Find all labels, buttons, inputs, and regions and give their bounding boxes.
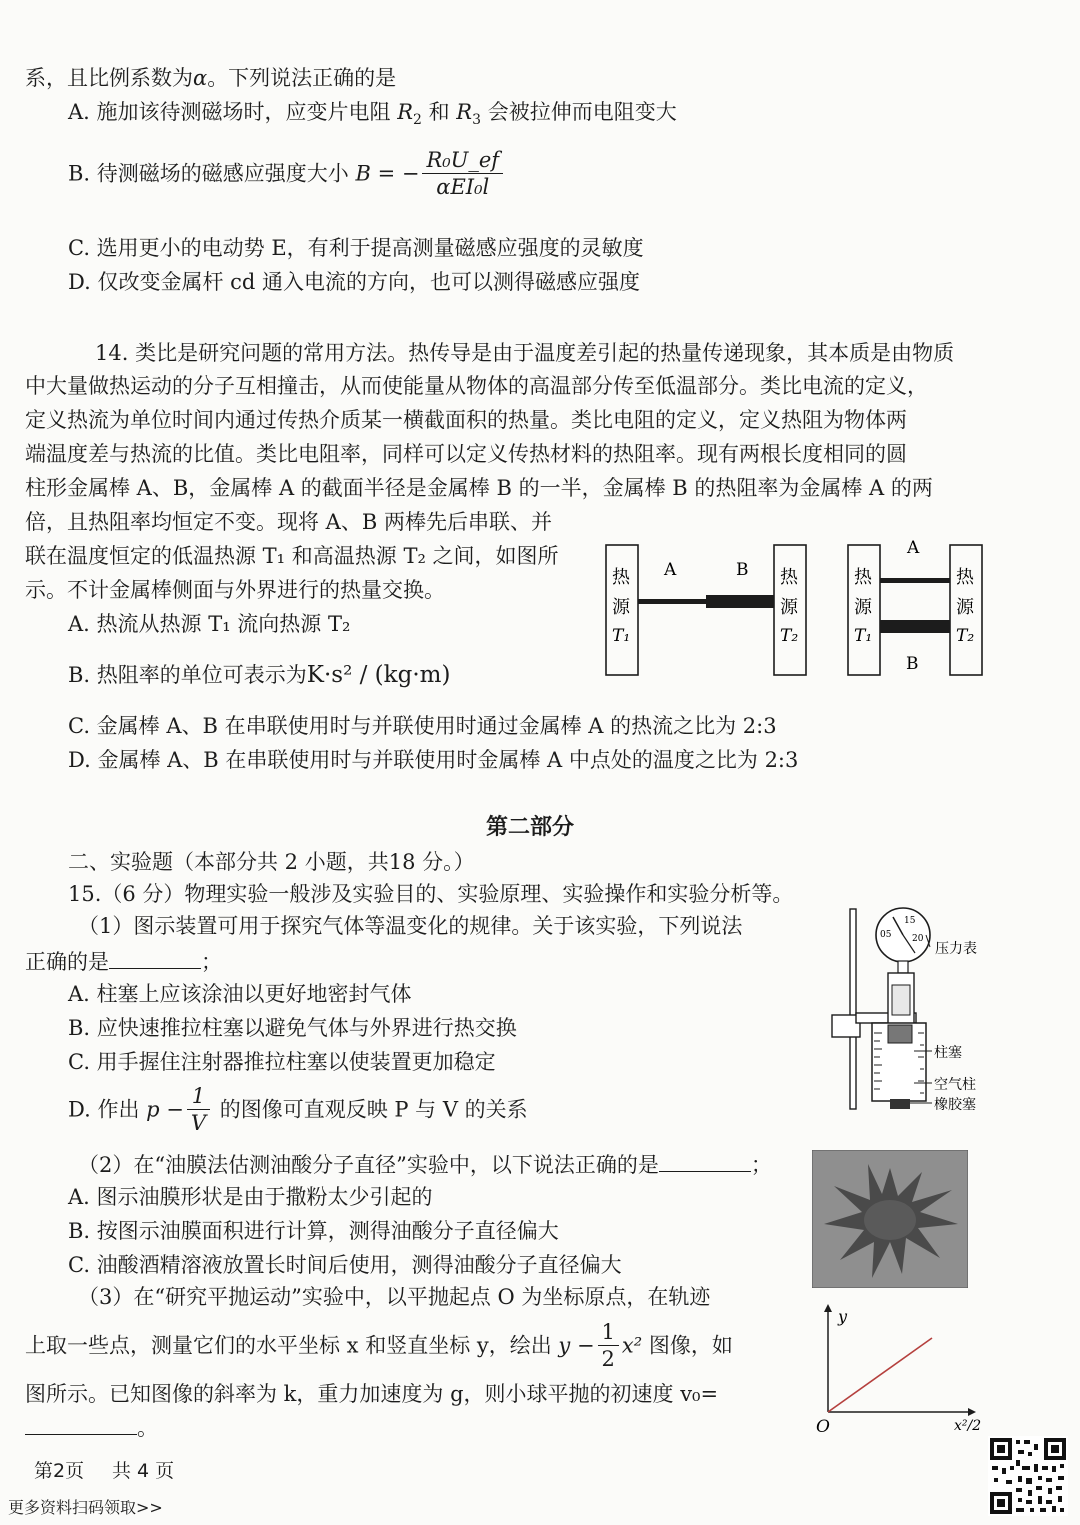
q15-1-line-2-end: ； (201, 950, 222, 974)
gauge-mark-15: 15 (904, 916, 916, 926)
q13-stem-text: 系，且比例系数为 (25, 66, 193, 90)
b-equation-lhs: B = − (355, 161, 420, 186)
oil-film-photo (812, 1150, 968, 1288)
q15-2-option-a: A. 图示油膜形状是由于撒粉太少引起的 (68, 1185, 433, 1209)
q15-1-d-pre: D. 作出 (68, 1097, 147, 1122)
alpha-symbol: α (193, 66, 208, 90)
q15-1-option-c: C. 用手握住注射器推拉柱塞以使装置更加稳定 (68, 1050, 496, 1074)
page-total: 共 4 页 (112, 1460, 175, 1482)
q13-stem-end: 。下列说法正确的是 (207, 66, 397, 90)
b-fraction-numerator: R₀U_ef (422, 150, 503, 174)
parallel-t1-label: T₁ (854, 626, 873, 646)
parallel-t1-char1: 热 (854, 567, 872, 588)
qr-code-icon[interactable] (988, 1436, 1068, 1516)
q13-a-mid: 和 (421, 100, 457, 124)
parallel-t2-char1: 热 (956, 567, 974, 588)
series-label-b: B (736, 560, 749, 580)
q14-option-c: C. 金属棒 A、B 在串联使用时与并联使用时通过金属棒 A 的热流之比为 2:3 (68, 714, 777, 738)
b-fraction (422, 150, 503, 198)
stopper-label: 橡胶塞 (934, 1097, 976, 1113)
series-rod-a (638, 599, 706, 604)
q14-b-text: B. 热阻率的单位可表示为 (68, 663, 307, 687)
q14-line-4: 端温度差与热流的比值。类比电阻率，同样可以定义传热材料的热阻率。现有两根长度相同的圆 (25, 442, 907, 466)
origin-label: O (816, 1417, 830, 1434)
gauge-mark-20: 20 (912, 934, 924, 944)
rubber-stopper (890, 1099, 910, 1109)
series-t2-label: T₂ (780, 626, 799, 646)
q13-option-c: C. 选用更小的电动势 E，有利于提高测量磁感应强度的灵敏度 (68, 236, 644, 260)
q15-3-line-2-pre: 上取一些点，测量它们的水平坐标 x 和竖直坐标 y，绘出 (25, 1333, 559, 1358)
q15-1-d-p: p − (146, 1097, 184, 1122)
q14-heat-source-diagram (600, 535, 990, 680)
r2-sub: 2 (413, 112, 422, 129)
b-fraction-denominator: αEI₀l (436, 175, 490, 199)
q13-option-b (68, 150, 506, 198)
parallel-label-b: B (906, 654, 919, 674)
q14-option-d: D. 金属棒 A、B 在串联使用时与并联使用时金属棒 A 中点处的温度之比为 2:3 (68, 748, 799, 772)
q13-a-text: A. 施加该待测磁场时，应变片电阻 (68, 100, 398, 124)
page-number: 第2页 (34, 1460, 85, 1482)
q14-line-2: 中大量做热运动的分子互相撞击，从而使能量从物体的高温部分传至低温部分。类比电流的定义， (25, 374, 928, 398)
q15-stem: 15.（6 分）物理实验一般涉及实验目的、实验原理、实验操作和实验分析等。 (68, 882, 794, 906)
q15-3-answer-blank[interactable] (25, 1416, 137, 1435)
series-t1-char1: 热 (612, 567, 630, 588)
q15-1-line-1: （1）图示装置可用于探究气体等温变化的规律。关于该实验，下列说法 (78, 914, 743, 938)
q15-3-half-numerator: 1 (598, 1322, 619, 1346)
q14-line-8: 示。不计金属棒侧面与外界进行的热量交换。 (25, 578, 445, 602)
parallel-rod-b (880, 620, 950, 633)
series-t1-label: T₁ (612, 626, 631, 646)
q15-1-option-b: B. 应快速推拉柱塞以避免气体与外界进行热交换 (68, 1016, 517, 1040)
r3-sub: 3 (472, 112, 482, 129)
q14-line-5: 柱形金属棒 A、B，金属棒 A 的截面半径是金属棒 B 的一半，金属棒 B 的热阻率为金属棒 A 的两 (25, 476, 933, 500)
q15-1-d-numerator: 1 (187, 1086, 210, 1110)
more-materials-link[interactable]: 更多资料扫码领取>> (8, 1498, 163, 1517)
parallel-t2-label: T₂ (956, 626, 975, 646)
q15-1-option-d (68, 1086, 528, 1134)
q15-3-half-denominator: 2 (601, 1347, 615, 1371)
parallel-t1-char2: 源 (854, 597, 872, 618)
q14-line-6: 倍，且热阻率均恒定不变。现将 A、B 两棒先后串联、并 (25, 510, 552, 534)
r2-symbol: R (397, 100, 414, 124)
gauge-label: 压力表 (935, 941, 977, 957)
gauge-mark-05: 05 (880, 930, 892, 940)
q15-3-x-squared: x² (621, 1333, 643, 1358)
q13-option-d: D. 仅改变金属杆 cd 通入电流的方向，也可以测得磁感应强度 (68, 270, 640, 294)
series-t2-char2: 源 (780, 597, 798, 618)
q15-2-line-1-text: （2）在“油膜法估测油酸分子直径”实验中，以下说法正确的是 (78, 1153, 659, 1177)
q15-2-line-1-end: ； (750, 1153, 772, 1177)
part2-heading: 第二部分 (486, 815, 575, 840)
x-axis-label: x²/2 (954, 1418, 982, 1434)
plunger-label: 柱塞 (934, 1045, 962, 1061)
q14-option-b (68, 664, 450, 687)
r3-symbol: R (456, 100, 473, 124)
q15-2-option-b: B. 按图示油膜面积进行计算，测得油酸分子直径偏大 (68, 1219, 559, 1243)
y-axis-label: y (838, 1307, 848, 1326)
q15-3-line-4 (25, 1416, 158, 1439)
air-column-label: 空气柱 (934, 1077, 976, 1093)
q15-1-d-fraction (187, 1086, 210, 1134)
series-t1-char2: 源 (612, 597, 630, 618)
series-rod-b (706, 595, 774, 608)
parallel-t2-char2: 源 (956, 597, 974, 618)
q14-line-1: 14. 类比是研究问题的常用方法。热传导是由于温度差引起的热量传递现象，其本质是由物质 (95, 341, 955, 365)
q13-b-text: B. 待测磁场的磁感应强度大小 (68, 161, 356, 186)
parallel-label-a: A (907, 538, 920, 558)
q15-1-line-2-text: 正确的是 (25, 950, 109, 974)
gas-syringe-apparatus (828, 905, 998, 1120)
q15-2-option-c: C. 油酸酒精溶液放置长时间后使用，测得油酸分子直径偏大 (68, 1253, 622, 1277)
parallel-rod-a (880, 578, 950, 583)
q15-1-answer-blank[interactable] (109, 950, 201, 969)
q15-3-half-fraction (598, 1322, 619, 1370)
part2-section-title: 二、实验题（本部分共 2 小题，共18 分。） (68, 850, 475, 874)
heat-resistivity-unit: K·s² / (kg·m) (306, 662, 451, 688)
q14-option-a: A. 热流从热源 T₁ 流向热源 T₂ (68, 612, 351, 636)
q15-2-line-1 (78, 1153, 772, 1176)
q15-3-y-expression: y − (558, 1333, 595, 1358)
q15-1-line-2 (25, 950, 222, 973)
q14-line-3: 定义热流为单位时间内通过传热介质某一横截面积的热量。类比电阻的定义，定义热阻为物体两 (25, 408, 907, 432)
q15-3-line-2 (25, 1322, 733, 1370)
graph-line (828, 1338, 932, 1412)
q15-1-option-a: A. 柱塞上应该涂油以更好地密封气体 (68, 982, 412, 1006)
q15-3-line-1: （3）在“研究平抛运动”实验中，以平抛起点 O 为坐标原点，在轨迹 (78, 1285, 711, 1309)
q15-1-d-post: 的图像可直观反映 P 与 V 的关系 (213, 1097, 528, 1122)
q13-option-a (68, 102, 677, 127)
q15-3-line-4-end: 。 (137, 1416, 158, 1440)
q13-stem-tail (25, 68, 396, 89)
series-label-a: A (664, 560, 677, 580)
q15-2-answer-blank[interactable] (659, 1153, 751, 1172)
q15-1-d-denominator: V (190, 1111, 207, 1135)
q15-3-line-2-post: 图像，如 (642, 1333, 733, 1358)
series-t2-char1: 热 (780, 567, 798, 588)
trajectory-graph (808, 1302, 988, 1434)
q13-a-post: 会被拉伸而电阻变大 (481, 100, 677, 124)
q14-line-7: 联在温度恒定的低温热源 T₁ 和高温热源 T₂ 之间，如图所 (25, 544, 559, 568)
q15-3-line-3: 图所示。已知图像的斜率为 k，重力加速度为 g，则小球平抛的初速度 v₀= (25, 1382, 719, 1406)
